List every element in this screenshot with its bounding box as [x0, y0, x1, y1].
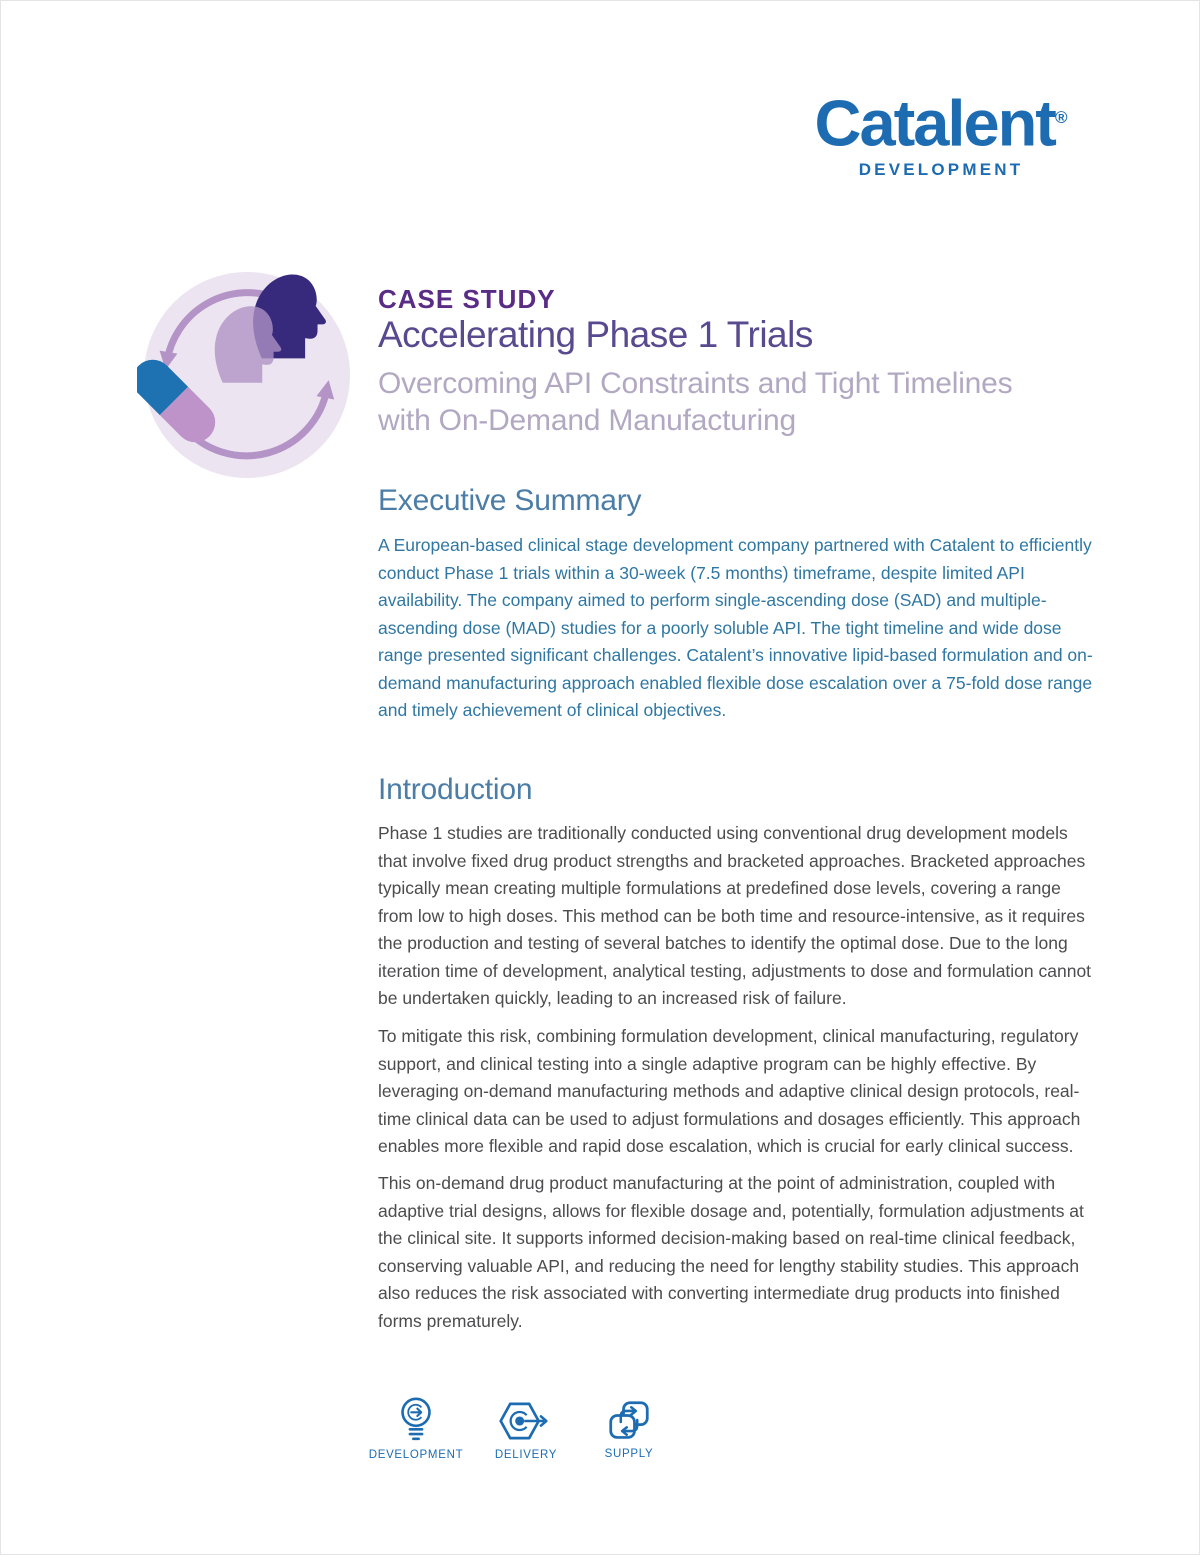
subtitle-line-2: with On-Demand Manufacturing: [378, 404, 796, 437]
case-study-eyebrow: CASE STUDY: [378, 284, 556, 314]
footer-item-supply: [564, 1400, 694, 1460]
introduction-paragraph-3: This on-demand drug product manufacturing at the point of administration, coupled with adaptive trial designs, allows for flexible dosage and, potentially, formulation adjustments at the clinical site. It supports informed decision-making based on real-time clinical feedback, conserving valuable API, and reducing the need for lengthy stability studies. This approach also reduces the risk associated with converting intermediate drug products into finished forms prematurely.: [378, 1173, 1084, 1331]
heads-capsule-cycle-icon: [137, 265, 359, 483]
page-title: Accelerating Phase 1 Trials: [378, 314, 813, 355]
executive-summary-heading: Executive Summary: [378, 484, 642, 517]
footer-label-development: DEVELOPMENT: [368, 1449, 464, 1461]
catalent-wordmark: [801, 85, 1081, 160]
logo-text: Catalent: [814, 86, 1055, 160]
footer-label-delivery: DELIVERY: [494, 1449, 558, 1461]
cycle-squares-icon: [608, 1400, 650, 1442]
catalent-logo: [801, 85, 1081, 180]
executive-summary-paragraph: A European-based clinical stage development company partnered with Catalent to efficiently conduct Phase 1 trials within a 30-week (7.5 months) timeframe, despite limited API availability. The company aimed to perform single-ascending dose (SAD) and multiple-ascending dose (MAD) studies for a poorly soluble API. The tight timeline and wide dose range presented significant challenges. Catalent’s innovative lipid-based formulation and on-demand manufacturing approach enabled flexible dose escalation over a 75-fold dose range and timely achievement of clinical objectives.: [378, 535, 1093, 720]
logo-division-label: DEVELOPMENT: [858, 159, 1024, 179]
registered-mark: ®: [1054, 108, 1068, 127]
introduction-heading: Introduction: [378, 773, 533, 806]
footer-label-supply: SUPPLY: [604, 1448, 654, 1460]
subtitle-line-1: Overcoming API Constraints and Tight Timelines: [378, 367, 1013, 400]
introduction-paragraph-2: To mitigate this risk, combining formulation development, clinical manufacturing, regulatory support, and clinical testing into a single adaptive program can be highly effective. By leveraging on-demand manufacturing methods and adaptive clinical design protocols, real-time clinical data can be used to adjust formulations and dosages efficiently. This approach enables more flexible and rapid dose escalation, which is crucial for early clinical success.: [378, 1026, 1081, 1156]
clinical-cycle-illustration: [137, 265, 359, 483]
hexagon-target-arrow-icon: [498, 1399, 554, 1443]
page-subtitle: [378, 365, 1012, 439]
introduction-paragraph-1: Phase 1 studies are traditionally conducted using conventional drug development models that involve fixed drug product strengths and bracketed approaches. Bracketed approaches typically mean creating multiple formulations at predefined dose levels, covering a range from low to high doses. This method can be both time and resource-intensive, as it requires the production and testing of several batches to identify the optimal dose. Due to the long iteration time of development, analytical testing, adjustments to dose and formulation cannot be undertaken quickly, leading to an increased risk of failure.: [378, 823, 1092, 1008]
lightbulb-arrow-icon: [396, 1395, 436, 1447]
